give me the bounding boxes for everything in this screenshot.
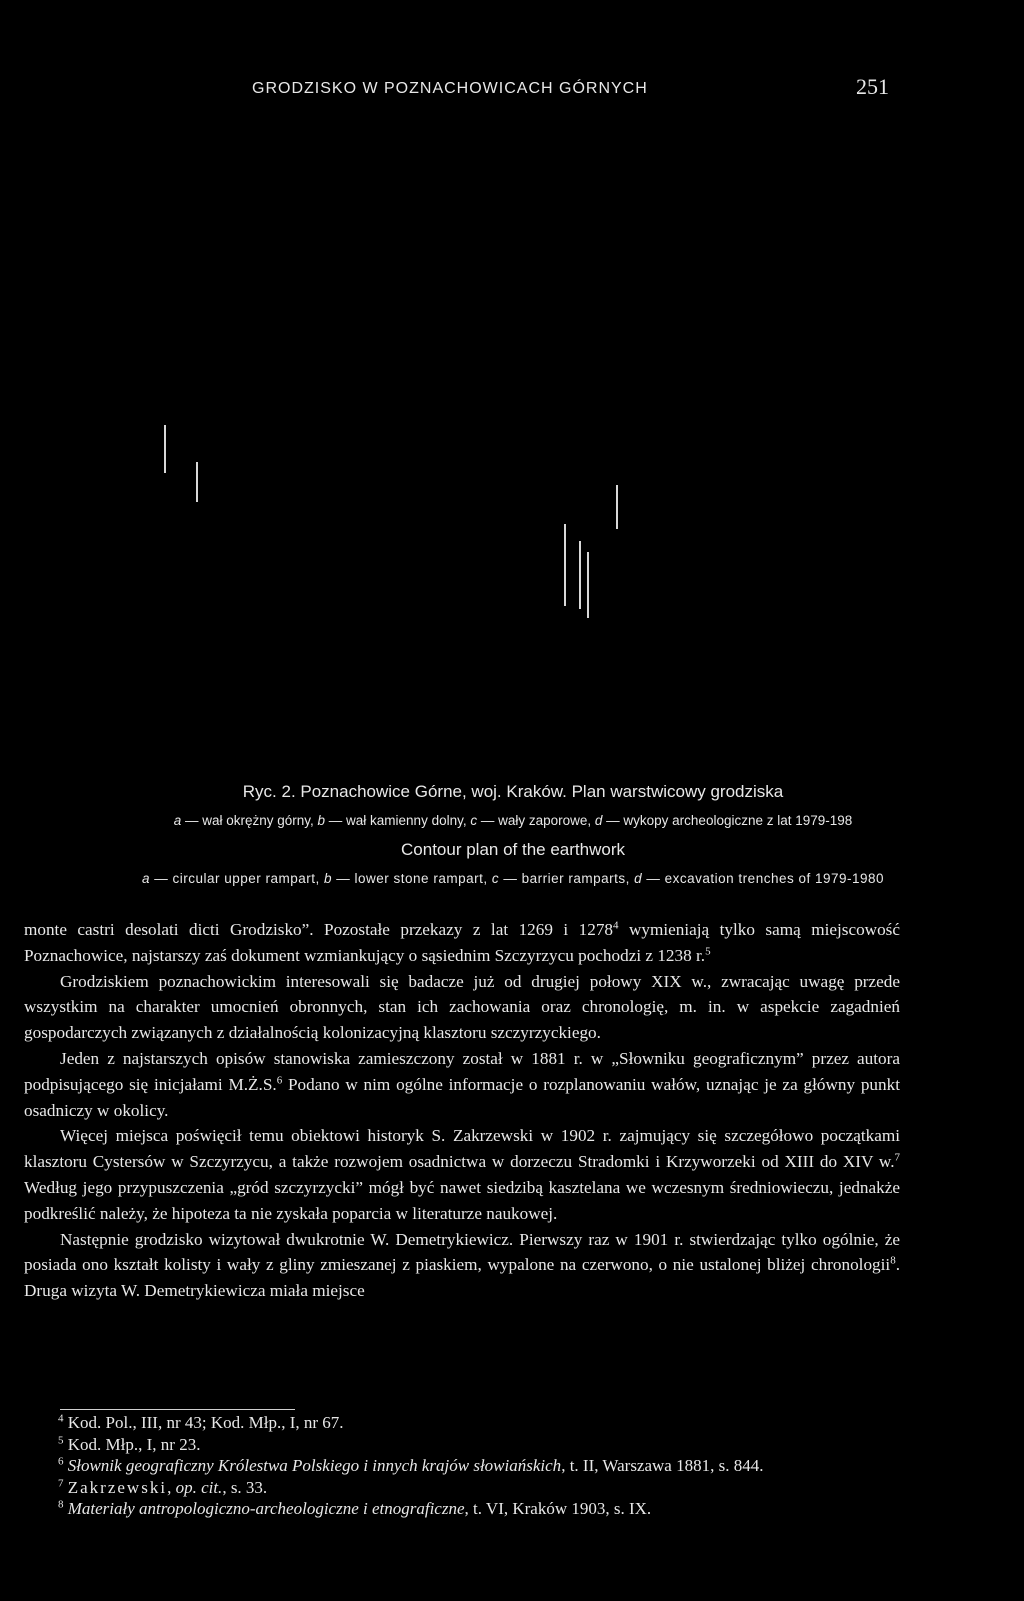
caption-title-pl: Ryc. 2. Poznachowice Górne, woj. Kraków. Plan warstwicowy grodziska	[242, 782, 784, 801]
paragraph: Grodziskiem poznachowickim interesowali się badacze już od drugiej połowy XIX w., zwracając uwagę przede wszystkim na charakter umocnień obronnych, stan ich zachowania oraz chronologię, m. in. w aspekcie zagadnień gospodarczych związanych z działalnością kolonizacyjną klasztoru szczyrzyckiego.	[24, 971, 900, 1043]
figure-mark	[164, 425, 166, 473]
body-text	[24, 917, 900, 1304]
caption-legend-en: a — circular upper rampart, b — lower stone rampart, c — barrier ramparts, d — excavation trenches of 1979-1980	[141, 871, 885, 886]
footnote-divider	[60, 1409, 295, 1410]
caption-title-en: Contour plan of the earthwork	[401, 840, 625, 859]
footnote: $^6$ Słownik geograficzny Królestwa Polskiego i innych krajów słowiańskich, t. II, Warszawa 1881, s. 844.	[58, 1455, 764, 1475]
paragraph: Więcej miejsca poświęcił temu obiektowi historyk S. Zakrzewski w 1902 r. zajmujący się szczegółowo początkami klasztoru Cystersów w Szczyrzycu, a także rozwojem osadnictwa w dorzeczu Stradomki i Krzyworzeki od XIII do XIV w.$^7$ Według jego przypuszczenia „gród szczyrzycki” mógł być nawet siedzibą kasztelana we wczesnym średniowieczu, jednakże podkreślić należy, że hipoteza ta nie zyskała poparcia w literaturze naukowej.	[24, 1126, 900, 1223]
running-title: GRODZISKO W POZNACHOWICACH GÓRNYCH	[252, 80, 648, 97]
figure-mark	[587, 552, 589, 618]
paragraph: Jeden z najstarszych opisów stanowiska zamieszczony został w 1881 r. w „Słowniku geograficznym” przez autora podpisującego się inicjałami M.Ż.S.$^6$ Podano w nim ogólne informacje o rozplanowaniu wałów, uznając je za główny punkt osadniczy w okolicy.	[24, 1048, 900, 1120]
footnote: $^4$ Kod. Pol., III, nr 43; Kod. Młp., I, nr 67.	[58, 1412, 344, 1432]
paragraph: Następnie grodzisko wizytował dwukrotnie W. Demetrykiewicz. Pierwszy raz w 1901 r. stwierdzając tylko ogólnie, że posiada ono kształt kolisty i wały z gliny zmieszanej z piaskiem, wypalone na czerwono, o nie ustalonej bliżej chronologii$^8$. Druga wizyta W. Demetrykiewicza miała miejsce	[24, 1229, 900, 1301]
footnotes	[24, 1412, 900, 1520]
paragraph: monte castri desolati dicti Grodzisko”. Pozostałe przekazy z lat 1269 i 1278$^4$ wymieniają tylko samą miejscowość Poznachowice, najstarszy zaś dokument wzmiankujący o sąsiednim Szczyrzycu pochodzi z 1238 r.$^5$	[24, 919, 900, 965]
footnote: $^8$ Materiały antropologiczno-archeologiczne i etnograficzne, t. VI, Kraków 1903, s. IX.	[58, 1498, 652, 1518]
footnote: $^5$ Kod. Młp., I, nr 23.	[58, 1433, 201, 1454]
footnote: $^7$ Zakrzewski, op. cit., s. 33.	[58, 1476, 268, 1497]
caption-legend-pl: a — wał okrężny górny, b — wał kamienny dolny, c — wały zaporowe, d — wykopy archeologiczne z lat 1979-198	[173, 813, 853, 828]
figure-contour-plan	[0, 110, 1024, 770]
figure-mark	[564, 524, 566, 606]
page-number: 251	[856, 74, 889, 99]
figure-caption	[18, 777, 1008, 893]
figure-mark	[196, 462, 198, 502]
figure-mark	[579, 541, 581, 609]
figure-mark	[616, 485, 618, 529]
page-header	[0, 74, 1024, 104]
